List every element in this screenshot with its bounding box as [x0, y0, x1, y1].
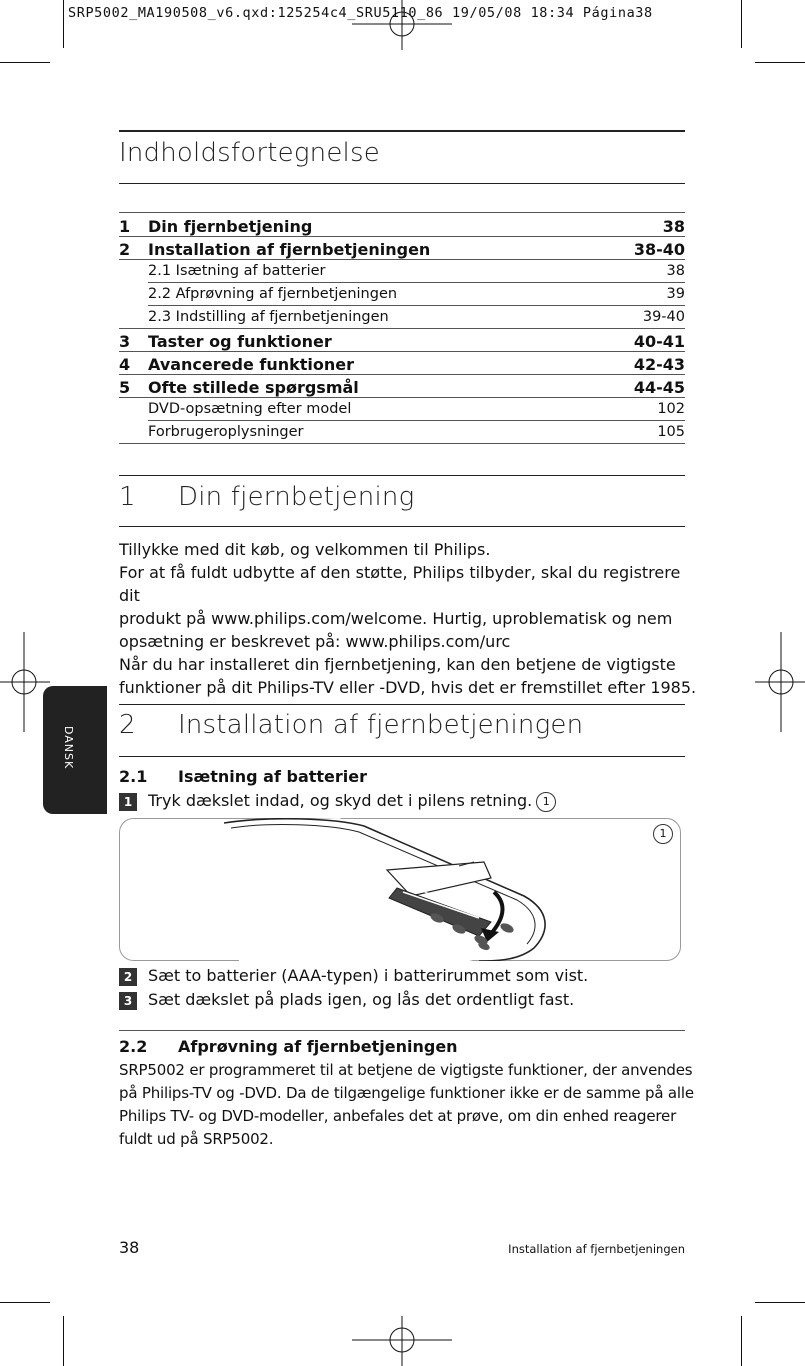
toc-row: [119, 352, 685, 375]
toc-row: [119, 421, 685, 444]
toc-row-page: 40-41: [633, 332, 685, 351]
toc-row-page: 42-43: [633, 355, 685, 374]
toc-row-label: 2.3 Indstilling af fjernbetjeningen: [148, 309, 389, 325]
section1-number: 1: [119, 482, 136, 512]
figure-label-circle: 1: [653, 824, 673, 844]
toc-row-label: Din fjernbetjening: [148, 217, 313, 236]
subsection-2-1-title: Isætning af batterier: [178, 767, 368, 786]
body-line: Når du har installeret din fjernbetjening, kan den betjene de vigtigste: [119, 655, 676, 674]
step-badge-3: 3: [119, 992, 137, 1010]
toc-row: [119, 283, 685, 306]
toc-row: [119, 214, 685, 237]
body-line: produkt på www.philips.com/welcome. Hurtig, uproblematisk og nem: [119, 609, 673, 628]
toc-row-label: Ofte stillede spørgsmål: [148, 378, 359, 397]
remote-drawing: [119, 818, 681, 961]
toc-row-separator: [119, 443, 685, 444]
toc-row-page: 38-40: [633, 240, 685, 259]
subsection-2-2-number: 2.2: [119, 1037, 148, 1056]
body-line: SRP5002 er programmeret til at betjene de vigtigste funktioner, der anvendes: [119, 1061, 693, 1079]
section1-title: Din fjernbetjening: [178, 482, 415, 512]
section2-number: 2: [119, 710, 136, 740]
footer-section-title: Installation af fjernbetjeningen: [508, 1242, 685, 1256]
section2-title: Installation af fjernbetjeningen: [178, 710, 584, 740]
toc-row-label: Taster og funktioner: [148, 332, 332, 351]
registration-mark-top: [352, 0, 452, 50]
body-line: Tillykke med dit køb, og velkommen til Philips.: [119, 540, 491, 559]
toc-row: [119, 398, 685, 421]
toc-list-top-rule: [119, 212, 685, 213]
section2-top-rule: [119, 704, 685, 705]
toc-row: [119, 237, 685, 260]
toc-row-label: 2.1 Isætning af batterier: [148, 263, 326, 279]
body-line: fuldt ud på SRP5002.: [119, 1130, 274, 1148]
toc-row-label: Forbrugeroplysninger: [148, 424, 304, 440]
toc-row-number: 1: [119, 217, 131, 236]
section1-title-rule: [119, 526, 685, 527]
body-line: Philips TV- og DVD-modeller, anbefales det at prøve, om din enhed reagerer: [119, 1107, 677, 1125]
step-1-label: Tryk dækslet indad, og skyd det i pilens retning.: [148, 791, 533, 810]
registration-mark-bottom: [352, 1316, 452, 1366]
toc-row-page: 44-45: [633, 378, 685, 397]
figure-ref-circle: 1: [536, 792, 556, 812]
toc-row-page: 39: [666, 286, 685, 302]
toc-row: [119, 375, 685, 398]
toc-row-page: 39-40: [642, 309, 685, 325]
remote-battery-illustration: [119, 818, 681, 961]
subsection-2-2-rule: [119, 1030, 685, 1031]
body-line: funktioner på dit Philips-TV eller -DVD, hvis det er fremstillet efter 1985.: [119, 678, 697, 697]
footer-page-number: 38: [119, 1238, 140, 1257]
section1-body: [119, 538, 699, 699]
toc-row-page: 38: [662, 217, 685, 236]
language-label: DANSK: [62, 726, 75, 770]
toc-row-label: 2.2 Afprøvning af fjernbetjeningen: [148, 286, 398, 302]
step-badge-2: 2: [119, 968, 137, 986]
toc-row-number: 2: [119, 240, 131, 259]
step-3-text: Sæt dækslet på plads igen, og lås det ordentligt fast.: [148, 990, 575, 1009]
subsection-2-2-title: Afprøvning af fjernbetjeningen: [178, 1037, 458, 1056]
toc-row: [119, 260, 685, 283]
toc-row-label: DVD-opsætning efter model: [148, 401, 352, 417]
step-2-text: Sæt to batterier (AAA-typen) i batterirummet som vist.: [148, 966, 589, 985]
subsection-2-2-body: [119, 1059, 694, 1151]
toc-row: [119, 329, 685, 352]
toc-row-number: 4: [119, 355, 131, 374]
toc-row-label: Avancerede funktioner: [148, 355, 355, 374]
toc-title-rule: [119, 183, 685, 184]
print-slug: SRP5002_MA190508_v6.qxd:125254c4_SRU5110_86 19/05/08 18:34 Página38: [68, 5, 653, 21]
section1-top-rule: [119, 475, 685, 476]
toc-row-page: 38: [666, 263, 685, 279]
step-badge-1: 1: [119, 793, 137, 811]
body-line: For at få fuldt udbytte af den støtte, Philips tilbyder, skal du registrere dit: [119, 563, 681, 605]
body-line: opsætning er beskrevet på: www.philips.com/urc: [119, 632, 511, 651]
toc-row-label: Installation af fjernbetjeningen: [148, 240, 431, 259]
step-1-text: [148, 791, 556, 812]
body-line: på Philips-TV og -DVD. Da de tilgængelige funktioner ikke er de samme på alle: [119, 1084, 694, 1102]
toc-title: Indholdsfortegnelse: [119, 138, 380, 168]
language-side-tab: [43, 686, 107, 814]
toc-row-page: 105: [657, 424, 685, 440]
toc-row-page: 102: [657, 401, 685, 417]
section2-title-rule: [119, 756, 685, 757]
toc-row-number: 5: [119, 378, 131, 397]
toc-row: [119, 306, 685, 329]
subsection-2-1-number: 2.1: [119, 767, 148, 786]
registration-mark-right: [755, 632, 805, 732]
toc-top-rule: [119, 130, 685, 132]
toc-row-number: 3: [119, 332, 131, 351]
